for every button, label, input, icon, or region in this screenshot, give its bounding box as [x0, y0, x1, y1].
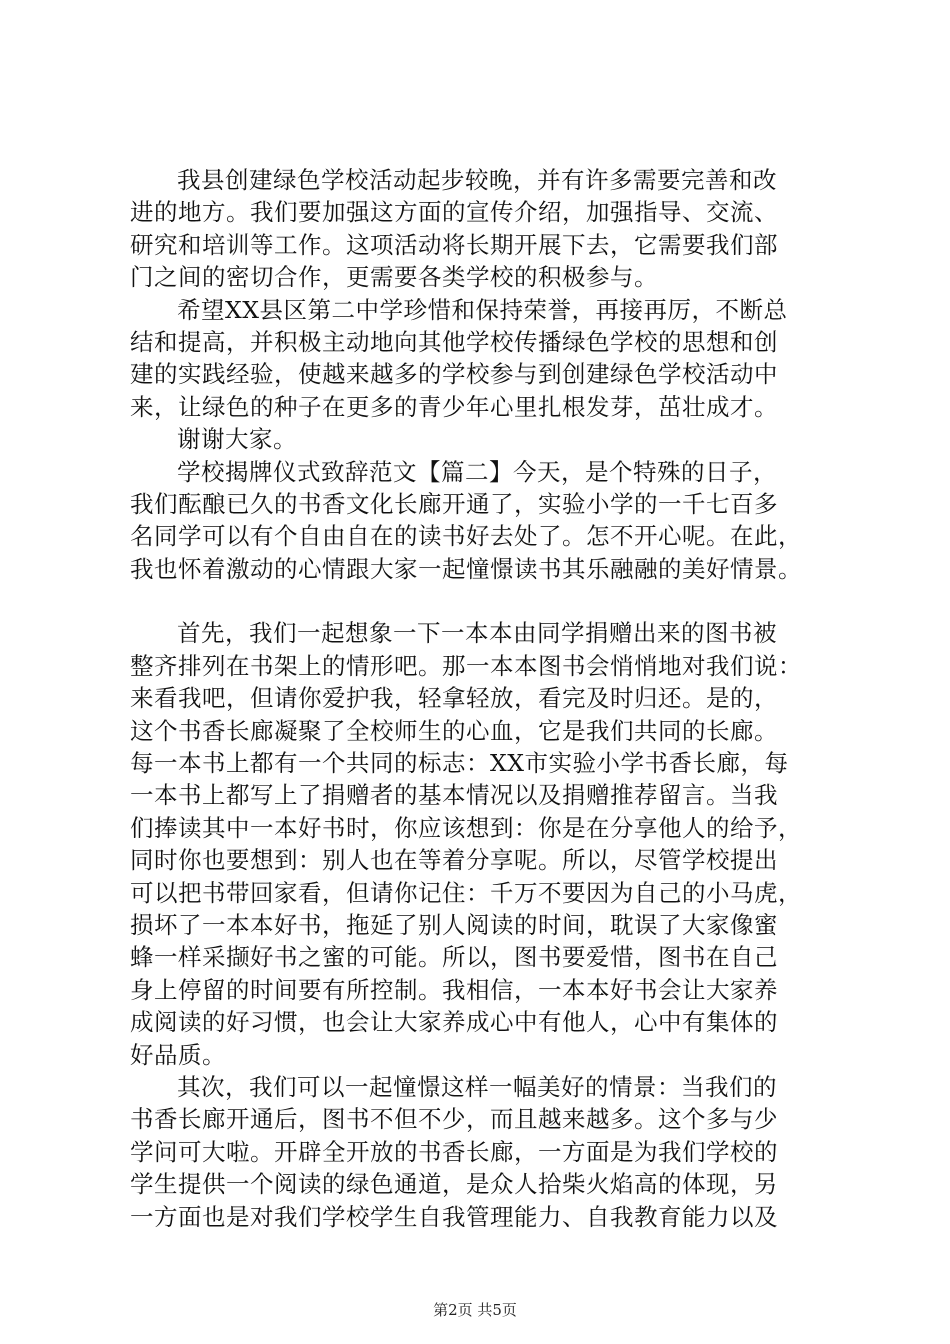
text-line: 来，让绿色的种子在更多的青少年心里扎根发芽，茁壮成才。 — [130, 392, 778, 421]
text-line: 研究和培训等工作。这项活动将长期开展下去，它需要我们部 — [130, 230, 778, 259]
text-line: 我们酝酿已久的书香文化长廊开通了，实验小学的一千七百多 — [130, 489, 778, 518]
text-line: 名同学可以有个自由自在的读书好去处了。怎不开心呢。在此， — [130, 522, 802, 551]
text-line: 我县创建绿色学校活动起步较晚，并有许多需要完善和改 — [177, 166, 777, 194]
text-line: 一本书上都写上了捐赠者的基本情况以及捐赠推荐留言。当我 — [130, 781, 778, 810]
text-line: 学校揭牌仪式致辞范文【篇二】今天，是个特殊的日子， — [177, 457, 777, 486]
text-line: 成阅读的好习惯，也会让大家养成心中有他人，心中有集体的 — [130, 1008, 778, 1037]
text-line: 整齐排列在书架上的情形吧。那一本本图书会悄悄地对我们说： — [130, 651, 802, 680]
text-line: 我也怀着激动的心情跟大家一起憧憬读书其乐融融的美好情景。 — [130, 554, 802, 583]
text-line: 谢谢大家。 — [177, 425, 297, 454]
text-line: 每一本书上都有一个共同的标志：XX市实验小学书香长廊，每 — [130, 749, 789, 778]
text-line: 好品质。 — [130, 1040, 226, 1069]
text-line: 可以把书带回家看，但请你记住：千万不要因为自己的小马虎， — [130, 878, 802, 907]
text-line: 首先，我们一起想象一下一本本由同学捐赠出来的图书被 — [177, 619, 777, 648]
text-line: 一方面也是对我们学校学生自我管理能力、自我教育能力以及 — [130, 1202, 778, 1231]
text-line: 进的地方。我们要加强这方面的宣传介绍，加强指导、交流、 — [130, 198, 778, 227]
text-line: 其次，我们可以一起憧憬这样一幅美好的情景：当我们的 — [177, 1072, 777, 1101]
text-line: 蜂一样采撷好书之蜜的可能。所以，图书要爱惜，图书在自己 — [130, 943, 778, 972]
blank-line — [130, 585, 850, 617]
text-line: 们捧读其中一本好书时，你应该想到：你是在分享他人的给予， — [130, 813, 802, 842]
text-line: 门之间的密切合作，更需要各类学校的积极参与。 — [130, 263, 658, 292]
text-line: 来看我吧，但请你爱护我，轻拿轻放，看完及时归还。是的， — [130, 684, 778, 713]
text-line: 结和提高，并积极主动地向其他学校传播绿色学校的思想和创 — [130, 327, 778, 356]
document-body — [130, 164, 850, 1233]
text-line: 书香长廊开通后，图书不但不少，而且越来越多。这个多与少 — [130, 1105, 778, 1134]
text-line: 身上停留的时间要有所控制。我相信，一本本好书会让大家养 — [130, 975, 778, 1004]
text-line: 损坏了一本本好书，拖延了别人阅读的时间，耽误了大家像蜜 — [130, 910, 778, 939]
text-line: 同时你也要想到：别人也在等着分享呢。所以，尽管学校提出 — [130, 846, 778, 875]
text-line: 建的实践经验，使越来越多的学校参与到创建绿色学校活动中 — [130, 360, 778, 389]
text-line: 学生提供一个阅读的绿色通道，是众人拾柴火焰高的体现，另 — [130, 1170, 778, 1199]
page-footer — [0, 1300, 950, 1320]
text-line: 这个书香长廊凝聚了全校师生的心血，它是我们共同的长廊。 — [130, 716, 778, 745]
text-line: 希望XX县区第二中学珍惜和保持荣誉，再接再厉，不断总 — [177, 295, 788, 324]
text-line: 学问可大啦。开辟全开放的书香长廊，一方面是为我们学校的 — [130, 1137, 778, 1166]
page-number: 第2页 共5页 — [433, 1301, 517, 1319]
